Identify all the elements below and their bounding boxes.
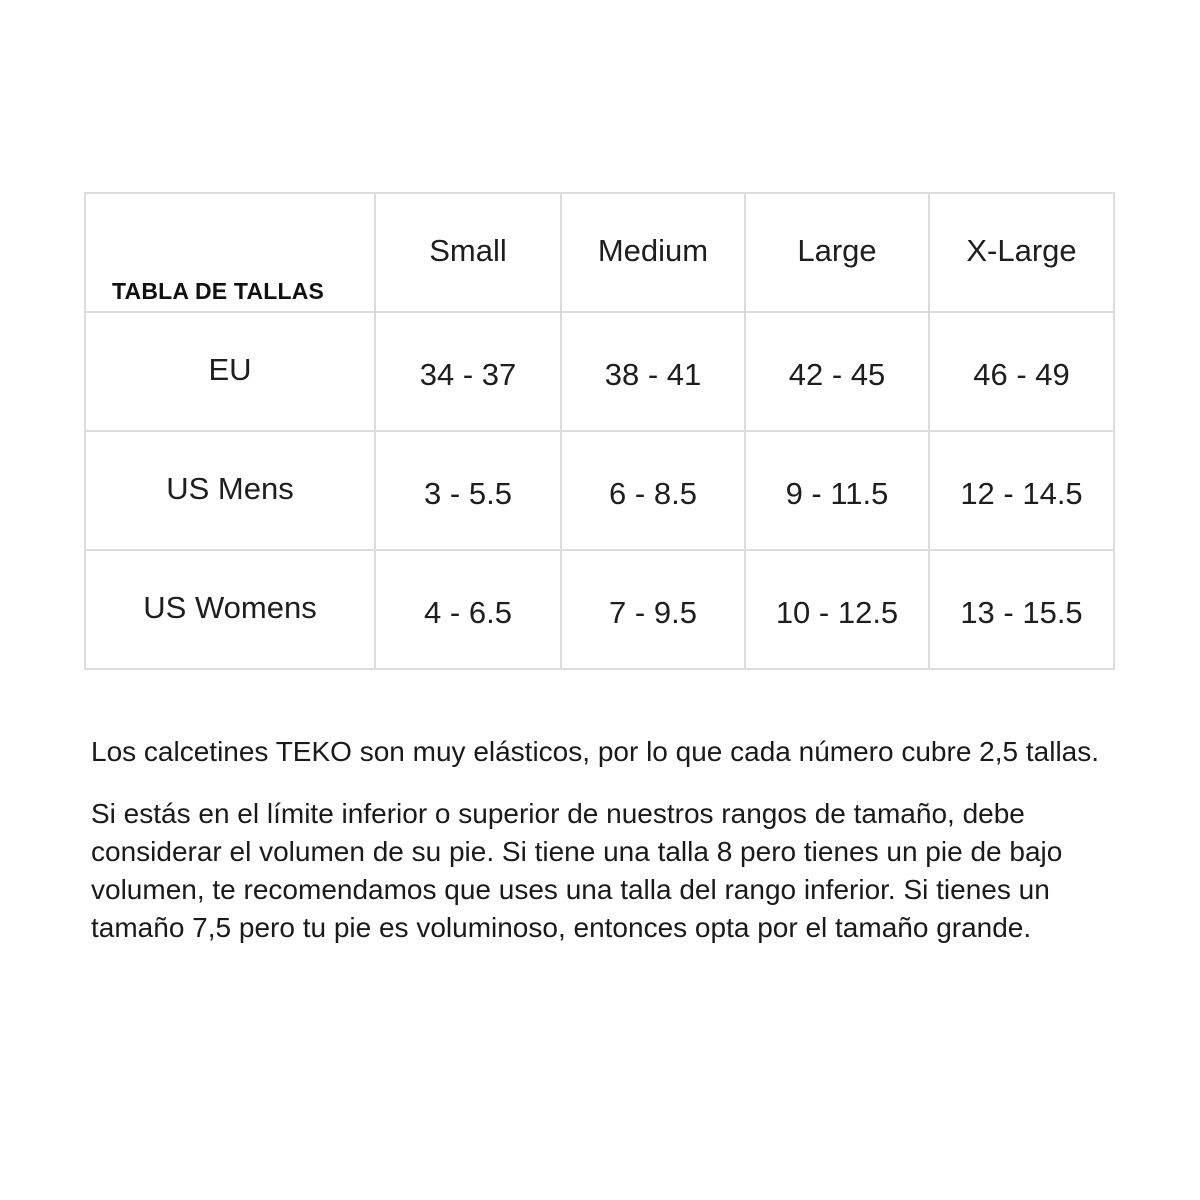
column-header-large: Large <box>745 193 929 312</box>
table-cell: 12 - 14.5 <box>929 431 1114 550</box>
column-header-medium: Medium <box>561 193 745 312</box>
table-cell: 10 - 12.5 <box>745 550 929 669</box>
table-cell: 3 - 5.5 <box>375 431 561 550</box>
column-header-small: Small <box>375 193 561 312</box>
table-corner-cell <box>85 193 375 312</box>
table-cell: 46 - 49 <box>929 312 1114 431</box>
table-cell: 38 - 41 <box>561 312 745 431</box>
note-paragraph-volume: Si estás en el límite inferior o superior de nuestros rangos de tamaño, debe considerar el volumen de su pie. Si tiene una talla 8 pero tienes un pie de bajo volumen, te recomendamos que uses una talla del rango inferior. Si tienes un tamaño 7,5 pero tu pie es voluminoso, entonces opta por el tamaño grande. <box>91 798 1063 943</box>
table-row-us-womens <box>85 550 1114 669</box>
table-cell: 42 - 45 <box>745 312 929 431</box>
table-row-eu <box>85 312 1114 431</box>
size-chart-table <box>84 192 1115 670</box>
table-cell: 7 - 9.5 <box>561 550 745 669</box>
table-cell: 34 - 37 <box>375 312 561 431</box>
table-cell: 13 - 15.5 <box>929 550 1114 669</box>
table-cell: 9 - 11.5 <box>745 431 929 550</box>
table-title: TABLA DE TALLAS <box>112 278 325 304</box>
size-notes <box>91 733 1121 971</box>
row-label-us-womens: US Womens <box>85 550 375 669</box>
note-paragraph-elasticity: Los calcetines TEKO son muy elásticos, por lo que cada número cubre 2,5 tallas. <box>91 736 1100 767</box>
table-cell: 4 - 6.5 <box>375 550 561 669</box>
table-row-us-mens <box>85 431 1114 550</box>
table-header-row <box>85 193 1114 312</box>
table-cell: 6 - 8.5 <box>561 431 745 550</box>
row-label-us-mens: US Mens <box>85 431 375 550</box>
row-label-eu: EU <box>85 312 375 431</box>
column-header-x-large: X-Large <box>929 193 1114 312</box>
